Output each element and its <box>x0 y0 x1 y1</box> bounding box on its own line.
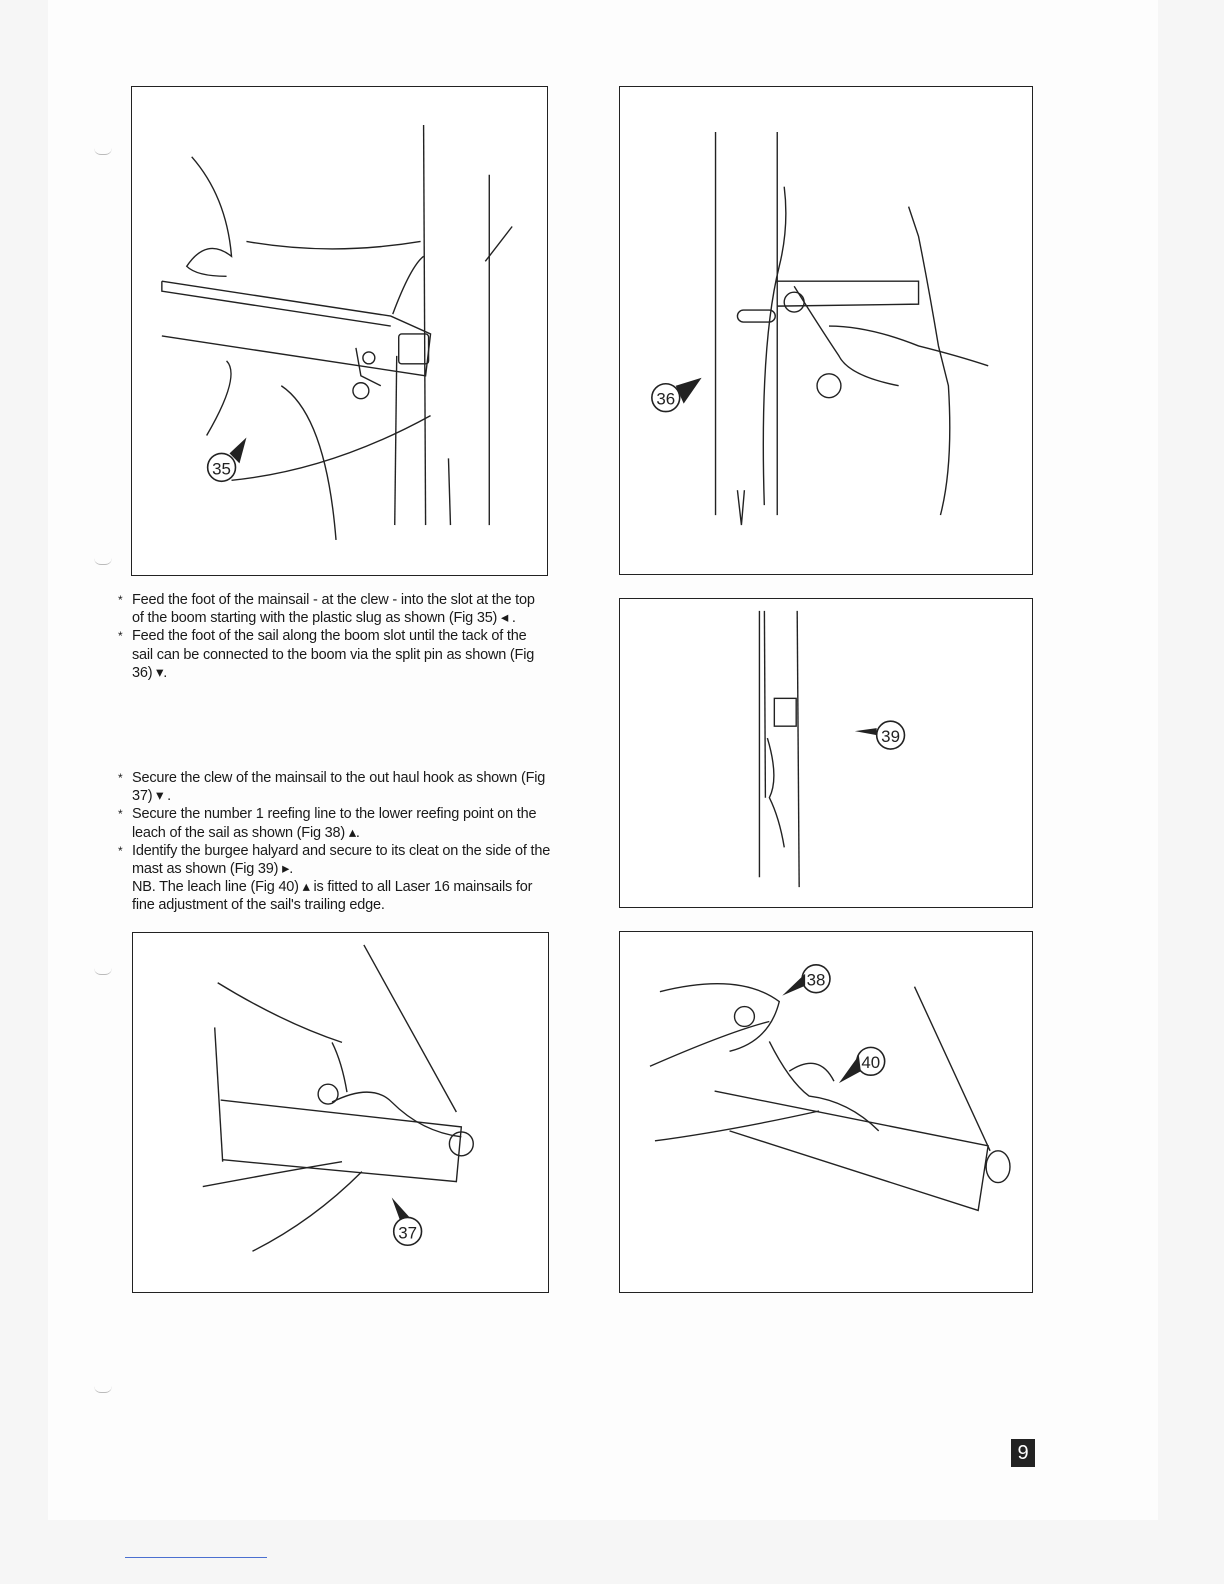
instruction-note: NB. The leach line (Fig 40) ▴ is fitted to all Laser 16 mainsails for fine adjustment of the sail's trailing edge. <box>132 879 533 914</box>
figure-35-illustration <box>132 87 547 575</box>
figure-35-label: 35 <box>212 459 231 479</box>
instruction-item: * Feed the foot of the mainsail - at the clew - into the slot at the top of the boom starting with the plastic slug as shown (Fig 35) ◂ . <box>118 591 548 627</box>
footer-rule <box>125 1557 267 1558</box>
figure-36-illustration <box>620 87 1032 574</box>
figure-38-40 <box>619 931 1033 1293</box>
figure-38-40-illustration <box>620 932 1032 1292</box>
figure-36-label: 36 <box>656 389 676 409</box>
figure-39-illustration <box>620 599 1032 907</box>
page-number: 9 <box>1011 1439 1035 1467</box>
figure-37 <box>132 932 549 1293</box>
figure-38-label: 38 <box>806 970 826 990</box>
figure-39-label: 39 <box>881 727 900 747</box>
instructions-clew <box>118 769 554 915</box>
instruction-item: * Feed the foot of the sail along the boom slot until the tack of the sail can be connected to the boom via the split pin as shown (Fig 36) ▾. <box>118 627 548 682</box>
figure-36 <box>619 86 1033 575</box>
figure-35 <box>131 86 548 576</box>
figure-37-illustration <box>133 933 548 1292</box>
figure-40-label: 40 <box>861 1053 881 1073</box>
instructions-tack <box>118 591 548 682</box>
instruction-item: * Identify the burgee halyard and secure to its cleat on the side of the mast as shown (Fig 39) ▸. <box>118 842 554 878</box>
figure-39 <box>619 598 1033 908</box>
instruction-item: * Secure the clew of the mainsail to the out haul hook as shown (Fig 37) ▾ . <box>118 769 554 805</box>
instruction-item: * Secure the number 1 reefing line to the lower reefing point on the leach of the sail as shown (Fig 38) ▴. <box>118 805 554 841</box>
figure-37-label: 37 <box>398 1223 418 1243</box>
